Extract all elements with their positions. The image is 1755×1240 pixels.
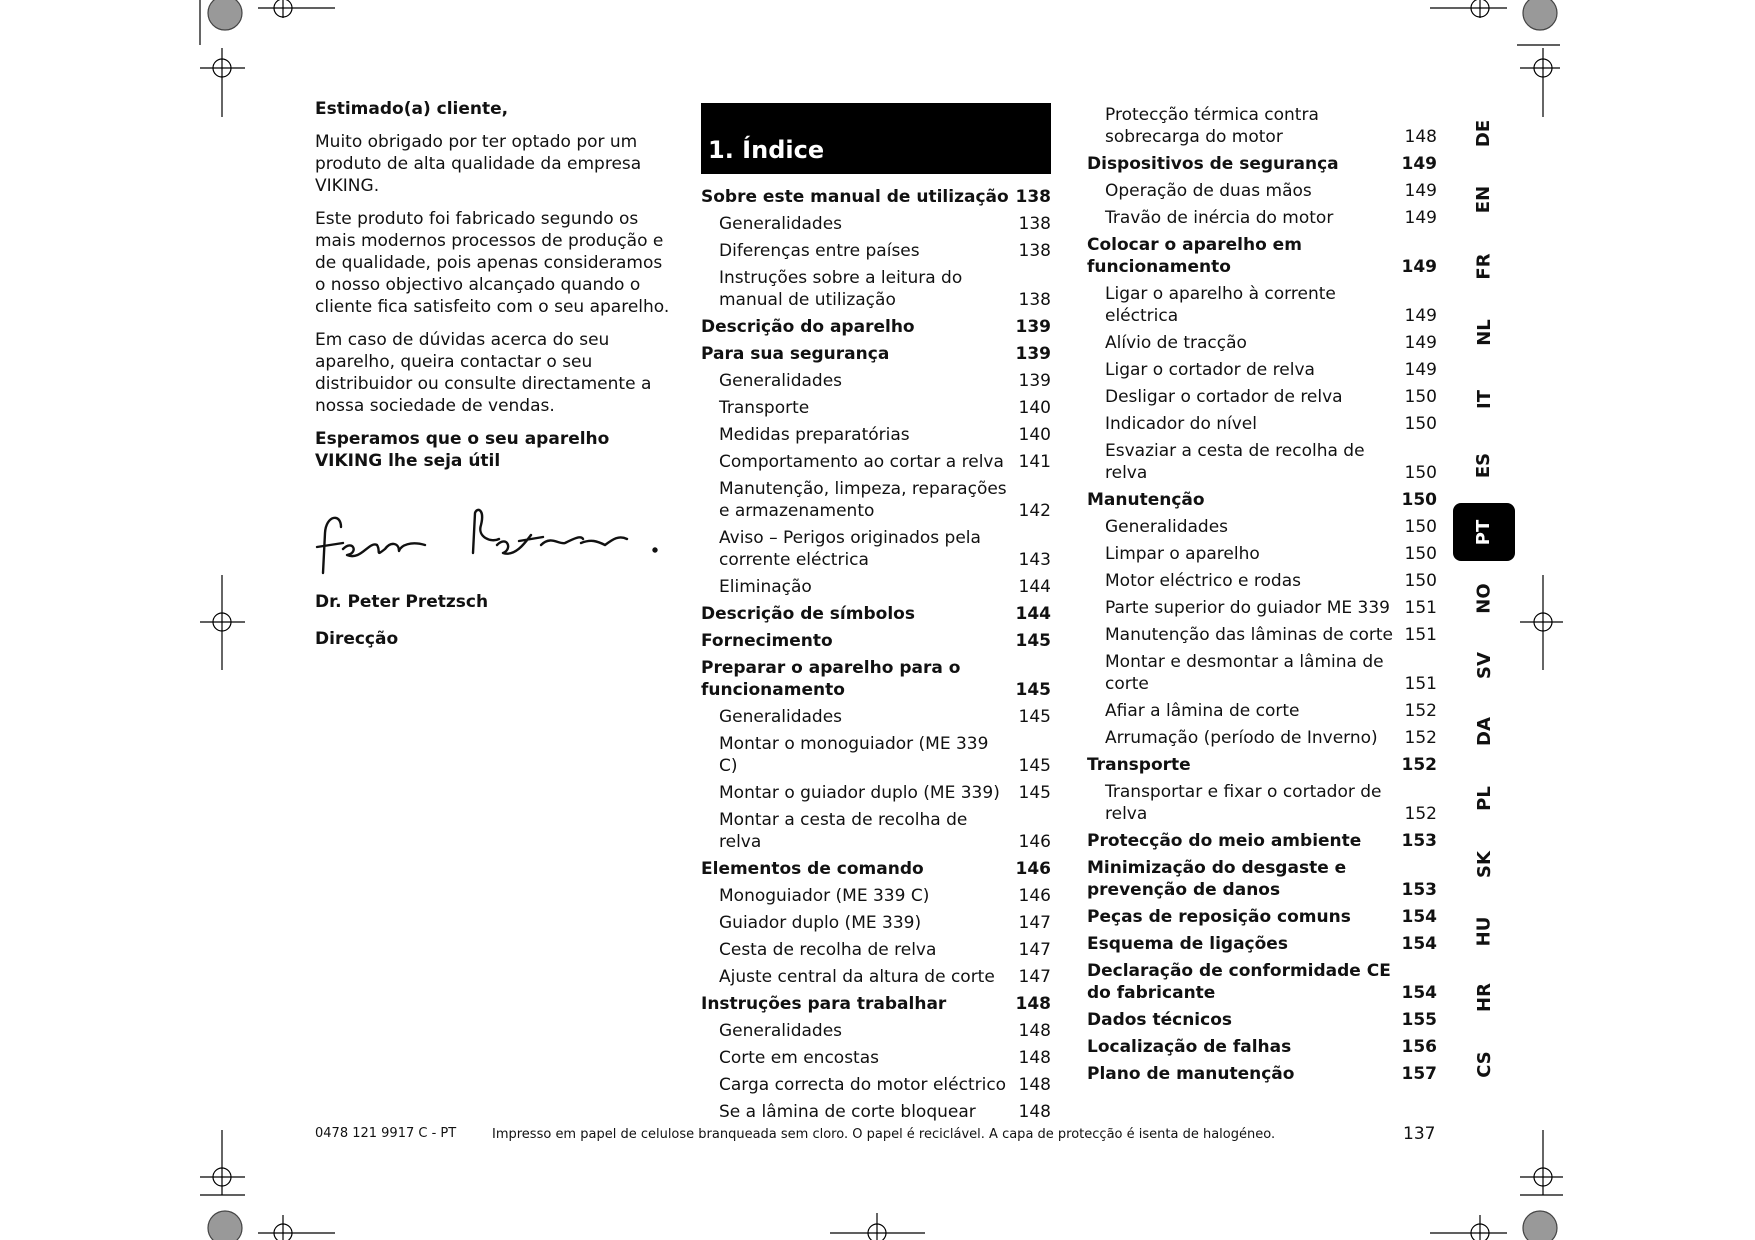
toc-entry[interactable] — [1087, 440, 1437, 484]
toc-entry-page: 139 — [1015, 344, 1051, 364]
toc-entry-title: Arrumação (período de Inverno) — [1105, 728, 1378, 748]
toc-entry-title: Diferenças entre países — [719, 241, 920, 261]
toc-entry-page: 157 — [1401, 1064, 1437, 1084]
toc-entry-page: 148 — [1018, 1048, 1051, 1068]
language-tab-label: NL — [1473, 319, 1495, 346]
toc-entry[interactable] — [701, 527, 1051, 571]
toc-entry-title: Aviso – Perigos originados pela corrente eléctrica — [719, 528, 981, 570]
toc-entry[interactable] — [1087, 359, 1437, 381]
letter-paragraph: Em caso de dúvidas acerca do seu aparelho, queira contactar o seu distribuidor ou consulte directamente a nossa sociedade de vendas. — [315, 330, 652, 416]
toc-entry-page: 144 — [1015, 604, 1051, 624]
toc-entry[interactable] — [1087, 597, 1437, 619]
toc-entry[interactable] — [1087, 906, 1437, 928]
toc-entry[interactable] — [1087, 207, 1437, 229]
toc-entry-title: Preparar o aparelho para o funcionamento — [701, 658, 961, 700]
letter-paragraph: Muito obrigado por ter optado por um produto de alta qualidade da empresa VIKING. — [315, 132, 642, 196]
toc-entry-title: Minimização do desgaste e prevenção de danos — [1087, 858, 1347, 900]
index-title: 1. Índice — [701, 103, 1051, 174]
toc-entry-title: Montar e desmontar a lâmina de corte — [1105, 652, 1384, 694]
toc-entry[interactable] — [1087, 489, 1437, 511]
toc-entry[interactable] — [1087, 960, 1437, 1004]
language-tab-pl[interactable] — [1453, 769, 1515, 827]
toc-entry[interactable] — [701, 424, 1051, 446]
toc-entry[interactable] — [701, 782, 1051, 804]
toc-entry-page: 152 — [1404, 701, 1437, 721]
toc-entry-title: Comportamento ao cortar a relva — [719, 452, 1004, 472]
toc-entry-page: 148 — [1015, 994, 1051, 1014]
toc-entry[interactable] — [1087, 830, 1437, 852]
toc-entry-page: 146 — [1018, 832, 1051, 852]
language-tab-label: DA — [1473, 717, 1495, 746]
document-code: 0478 121 9917 C - PT — [315, 1126, 457, 1141]
toc-entry-page: 144 — [1018, 577, 1051, 597]
letter-greeting: Estimado(a) cliente, — [315, 99, 509, 119]
toc-entry-page: 149 — [1404, 208, 1437, 228]
toc-entry[interactable] — [1087, 180, 1437, 202]
toc-entry-title: Guiador duplo (ME 339) — [719, 913, 922, 933]
toc-entry-title: Sobre este manual de utilização — [701, 187, 1009, 207]
toc-entry-title: Generalidades — [719, 1021, 843, 1041]
toc-entry[interactable] — [701, 1047, 1051, 1069]
toc-entry[interactable] — [1087, 153, 1437, 175]
toc-entry-title: Esquema de ligações — [1087, 934, 1288, 954]
toc-entry-page: 149 — [1404, 181, 1437, 201]
toc-entry[interactable] — [701, 733, 1051, 777]
toc-entry-title: Instruções sobre a leitura do manual de utilização — [719, 268, 963, 310]
toc-entry-title: Montar o monoguiador (ME 339 C) — [719, 734, 989, 776]
toc-entry[interactable] — [701, 630, 1051, 652]
toc-entry[interactable] — [1087, 933, 1437, 955]
toc-entry-page: 138 — [1015, 187, 1051, 207]
toc-entry[interactable] — [1087, 700, 1437, 722]
toc-entry[interactable] — [1087, 570, 1437, 592]
toc-entry[interactable] — [701, 343, 1051, 365]
language-tab-cs[interactable] — [1453, 1035, 1515, 1093]
toc-entry-title: Operação de duas mãos — [1105, 181, 1312, 201]
toc-entry-page: 139 — [1018, 371, 1051, 391]
toc-entry-page: 145 — [1018, 707, 1051, 727]
toc-entry-page: 149 — [1401, 257, 1437, 277]
toc-entry-page: 150 — [1404, 517, 1437, 537]
toc-column-2 — [1087, 104, 1437, 1090]
toc-entry-page: 151 — [1404, 625, 1437, 645]
toc-entry-page: 140 — [1018, 425, 1051, 445]
toc-entry-page: 145 — [1018, 756, 1051, 776]
registration-wheel-icon — [1523, 0, 1557, 30]
language-tab-pt[interactable] — [1453, 503, 1515, 561]
toc-entry[interactable] — [701, 603, 1051, 625]
toc-entry[interactable] — [701, 706, 1051, 728]
language-tab-label: SV — [1473, 651, 1495, 679]
toc-entry[interactable] — [1087, 781, 1437, 825]
toc-entry[interactable] — [701, 478, 1051, 522]
toc-entry[interactable] — [1087, 624, 1437, 646]
registration-wheel-icon — [1523, 1211, 1557, 1240]
toc-entry[interactable] — [1087, 516, 1437, 538]
toc-entry-title: Manutenção — [1087, 490, 1205, 510]
registration-wheel-icon — [208, 1211, 242, 1240]
toc-entry-page: 140 — [1018, 398, 1051, 418]
toc-entry[interactable] — [1087, 234, 1437, 278]
language-tab-en[interactable] — [1453, 171, 1515, 229]
toc-entry-page: 147 — [1018, 913, 1051, 933]
toc-entry[interactable] — [1087, 283, 1437, 327]
toc-entry-title: Ligar o cortador de relva — [1105, 360, 1315, 380]
toc-entry[interactable] — [1087, 754, 1437, 776]
toc-entry[interactable] — [701, 966, 1051, 988]
toc-entry-title: Elementos de comando — [701, 859, 924, 879]
toc-entry-page: 139 — [1015, 317, 1051, 337]
toc-entry[interactable] — [701, 858, 1051, 880]
toc-entry-page: 154 — [1401, 983, 1437, 1003]
language-tab-sk[interactable] — [1453, 836, 1515, 894]
toc-entry-page: 145 — [1015, 680, 1051, 700]
language-tab-label: DE — [1473, 119, 1495, 147]
toc-entry-title: Peças de reposição comuns — [1087, 907, 1351, 927]
signer-name: Dr. Peter Pretzsch — [315, 592, 489, 612]
toc-entry-page: 150 — [1401, 490, 1437, 510]
toc-entry-page: 153 — [1401, 831, 1437, 851]
language-tab-label: PL — [1473, 785, 1495, 811]
toc-entry-page: 151 — [1404, 674, 1437, 694]
toc-entry-page: 142 — [1018, 501, 1051, 521]
toc-entry[interactable] — [1087, 332, 1437, 354]
language-tab-nl[interactable] — [1453, 304, 1515, 362]
toc-entry-title: Eliminação — [719, 577, 812, 597]
toc-entry-page: 148 — [1018, 1021, 1051, 1041]
toc-entry[interactable] — [701, 213, 1051, 235]
toc-entry[interactable] — [701, 397, 1051, 419]
toc-entry[interactable] — [1087, 1009, 1437, 1031]
toc-entry-title: Esvaziar a cesta de recolha de relva — [1105, 441, 1365, 483]
toc-entry-title: Generalidades — [719, 214, 843, 234]
toc-entry-page: 150 — [1404, 463, 1437, 483]
toc-entry-title: Ajuste central da altura de corte — [719, 967, 995, 987]
toc-entry[interactable] — [701, 809, 1051, 853]
toc-entry-title: Medidas preparatórias — [719, 425, 910, 445]
toc-entry[interactable] — [701, 1074, 1051, 1096]
toc-entry-page: 152 — [1404, 728, 1437, 748]
toc-entry[interactable] — [1087, 727, 1437, 749]
toc-entry-title: Monoguiador (ME 339 C) — [719, 886, 930, 906]
language-tab-label: EN — [1473, 185, 1495, 214]
toc-entry-title: Transportar e fixar o cortador de relva — [1105, 782, 1382, 824]
toc-entry-title: Localização de falhas — [1087, 1037, 1292, 1057]
toc-entry-title: Transporte — [1087, 755, 1191, 775]
toc-column-1 — [701, 186, 1051, 1128]
toc-entry[interactable] — [701, 267, 1051, 311]
toc-entry[interactable] — [701, 240, 1051, 262]
language-tab-label: ES — [1473, 452, 1495, 479]
toc-entry-title: Parte superior do guiador ME 339 — [1105, 598, 1390, 618]
toc-entry-title: Generalidades — [1105, 517, 1229, 537]
toc-entry-title: Protecção térmica contra sobrecarga do motor — [1105, 105, 1319, 147]
language-tab-label: HU — [1473, 916, 1495, 946]
signer-role: Direcção — [315, 629, 399, 649]
toc-entry-title: Generalidades — [719, 371, 843, 391]
toc-entry[interactable] — [1087, 1036, 1437, 1058]
toc-entry-title: Montar o guiador duplo (ME 339) — [719, 783, 1000, 803]
toc-entry-title: Limpar o aparelho — [1105, 544, 1260, 564]
language-tab-label: SK — [1473, 851, 1495, 878]
toc-entry-page: 149 — [1401, 154, 1437, 174]
toc-entry-page: 148 — [1018, 1102, 1051, 1122]
toc-entry-page: 147 — [1018, 940, 1051, 960]
language-tab-label: NO — [1473, 583, 1495, 614]
toc-entry-title: Dispositivos de segurança — [1087, 154, 1339, 174]
registration-wheel-icon — [208, 0, 242, 30]
toc-entry-title: Descrição de símbolos — [701, 604, 915, 624]
language-tab-label: HR — [1473, 983, 1495, 1012]
toc-entry-page: 143 — [1018, 550, 1051, 570]
toc-entry-title: Manutenção das lâminas de corte — [1105, 625, 1393, 645]
toc-entry[interactable] — [701, 885, 1051, 907]
language-tabs — [1453, 104, 1515, 1104]
toc-entry-title: Colocar o aparelho em funcionamento — [1087, 235, 1302, 277]
toc-entry-page: 149 — [1404, 333, 1437, 353]
toc-entry-title: Travão de inércia do motor — [1105, 208, 1334, 228]
language-tab-de[interactable] — [1453, 104, 1515, 162]
language-tab-sv[interactable] — [1453, 636, 1515, 694]
toc-entry-title: Manutenção, limpeza, reparações e armazenamento — [719, 479, 1007, 521]
toc-entry-title: Plano de manutenção — [1087, 1064, 1295, 1084]
toc-entry[interactable] — [701, 576, 1051, 598]
toc-entry[interactable] — [701, 186, 1051, 208]
toc-entry-title: Corte em encostas — [719, 1048, 879, 1068]
toc-entry-title: Cesta de recolha de relva — [719, 940, 937, 960]
toc-entry-page: 153 — [1401, 880, 1437, 900]
toc-entry-title: Motor eléctrico e rodas — [1105, 571, 1301, 591]
letter-paragraph: Este produto foi fabricado segundo os mais modernos processos de produção e de qualidade, pois apenas consideramos o nosso objectivo alcançado quando o cliente fica satisfeito com o seu aparelho. — [315, 209, 670, 317]
toc-entry-page: 149 — [1404, 306, 1437, 326]
toc-entry-page: 152 — [1401, 755, 1437, 775]
toc-entry-page: 151 — [1404, 598, 1437, 618]
handwritten-signature — [315, 505, 675, 575]
toc-entry-page: 138 — [1018, 290, 1051, 310]
language-tab-label: PT — [1473, 519, 1495, 545]
language-tab-label: CS — [1473, 1050, 1495, 1078]
toc-entry-page: 141 — [1018, 452, 1051, 472]
language-tab-no[interactable] — [1453, 570, 1515, 628]
language-tab-it[interactable] — [1453, 370, 1515, 428]
page-number: 137 — [1403, 1124, 1436, 1144]
toc-entry[interactable] — [1087, 413, 1437, 435]
toc-entry-page: 146 — [1018, 886, 1051, 906]
toc-entry-page: 154 — [1401, 907, 1437, 927]
language-tab-da[interactable] — [1453, 703, 1515, 761]
toc-entry-title: Transporte — [719, 398, 810, 418]
toc-entry[interactable] — [701, 657, 1051, 701]
toc-entry[interactable] — [701, 316, 1051, 338]
toc-entry-title: Generalidades — [719, 707, 843, 727]
toc-entry[interactable] — [1087, 386, 1437, 408]
toc-entry-page: 138 — [1018, 214, 1051, 234]
toc-entry-page: 138 — [1018, 241, 1051, 261]
toc-entry-title: Instruções para trabalhar — [701, 994, 947, 1014]
toc-entry-page: 150 — [1404, 414, 1437, 434]
toc-entry-title: Dados técnicos — [1087, 1010, 1233, 1030]
language-tab-label: FR — [1473, 252, 1495, 280]
letter-closing: Esperamos que o seu aparelho VIKING lhe seja útil — [315, 429, 610, 471]
customer-letter — [315, 98, 675, 483]
toc-entry-title: Afiar a lâmina de corte — [1105, 701, 1300, 721]
toc-entry-title: Montar a cesta de recolha de relva — [719, 810, 968, 852]
toc-entry-page: 149 — [1404, 360, 1437, 380]
toc-entry-title: Para sua segurança — [701, 344, 890, 364]
toc-entry[interactable] — [1087, 104, 1437, 148]
toc-entry-title: Ligar o aparelho à corrente eléctrica — [1105, 284, 1336, 326]
language-tab-hu[interactable] — [1453, 902, 1515, 960]
toc-entry-page: 152 — [1404, 804, 1437, 824]
toc-entry-page: 155 — [1401, 1010, 1437, 1030]
toc-entry-page: 146 — [1015, 859, 1051, 879]
footer-note: Impresso em papel de celulose branqueada sem cloro. O papel é reciclável. A capa de protecção é isenta de halogéneo. — [492, 1127, 1276, 1142]
toc-entry[interactable] — [701, 451, 1051, 473]
toc-entry-title: Descrição do aparelho — [701, 317, 915, 337]
language-tab-label: IT — [1473, 389, 1495, 409]
toc-entry[interactable] — [1087, 1063, 1437, 1085]
toc-entry-page: 150 — [1404, 571, 1437, 591]
toc-entry-page: 150 — [1404, 387, 1437, 407]
toc-entry[interactable] — [1087, 543, 1437, 565]
toc-entry[interactable] — [701, 993, 1051, 1015]
language-tab-es[interactable] — [1453, 437, 1515, 495]
toc-entry-page: 148 — [1018, 1075, 1051, 1095]
toc-entry[interactable] — [701, 1020, 1051, 1042]
toc-entry-title: Carga correcta do motor eléctrico — [719, 1075, 1007, 1095]
toc-entry-page: 156 — [1401, 1037, 1437, 1057]
toc-entry-title: Fornecimento — [701, 631, 833, 651]
language-tab-hr[interactable] — [1453, 969, 1515, 1027]
toc-entry[interactable] — [1087, 857, 1437, 901]
toc-entry-title: Indicador do nível — [1105, 414, 1257, 434]
toc-entry[interactable] — [701, 939, 1051, 961]
toc-entry-page: 148 — [1404, 127, 1437, 147]
toc-entry-title: Declaração de conformidade CE do fabricante — [1087, 961, 1391, 1003]
toc-entry[interactable] — [701, 1101, 1051, 1123]
toc-entry-page: 145 — [1015, 631, 1051, 651]
toc-entry-title: Desligar o cortador de relva — [1105, 387, 1343, 407]
toc-entry-title: Alívio de tracção — [1105, 333, 1247, 353]
toc-entry-title: Se a lâmina de corte bloquear — [719, 1102, 976, 1122]
toc-entry-page: 145 — [1018, 783, 1051, 803]
toc-entry-title: Protecção do meio ambiente — [1087, 831, 1362, 851]
toc-entry-page: 147 — [1018, 967, 1051, 987]
toc-entry[interactable] — [701, 912, 1051, 934]
toc-entry[interactable] — [701, 370, 1051, 392]
toc-entry[interactable] — [1087, 651, 1437, 695]
toc-entry-page: 150 — [1404, 544, 1437, 564]
language-tab-fr[interactable] — [1453, 237, 1515, 295]
toc-entry-page: 154 — [1401, 934, 1437, 954]
